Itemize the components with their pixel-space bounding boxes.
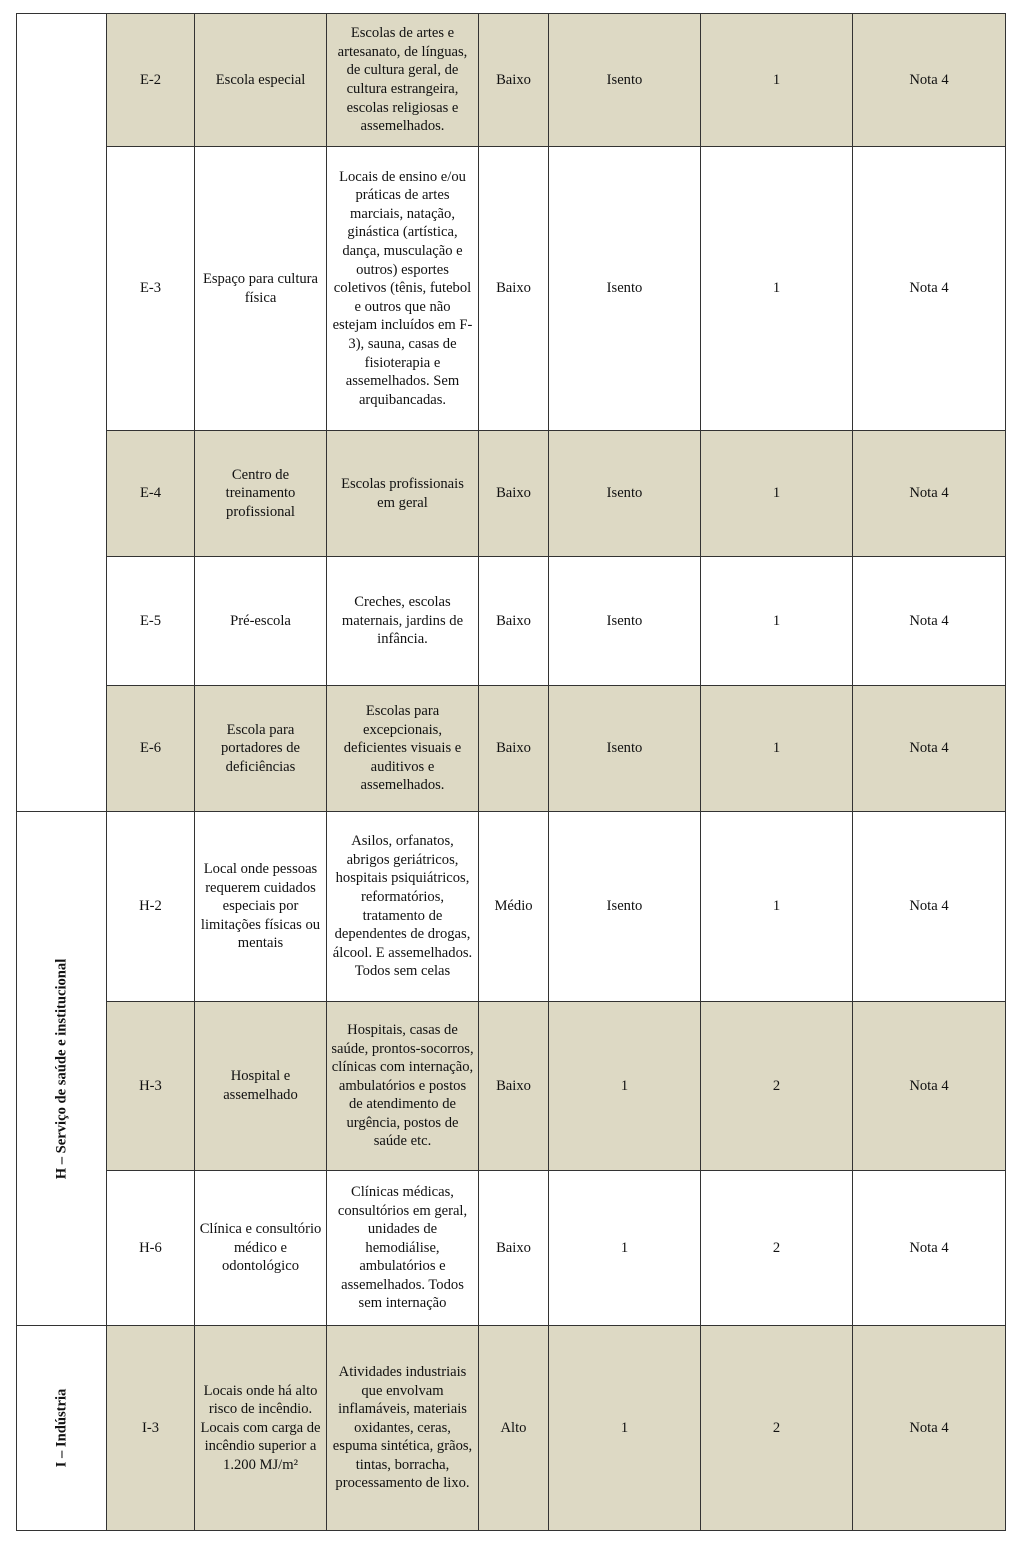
table-row (17, 1171, 1006, 1326)
code-cell: H-6 (107, 1171, 195, 1326)
description-cell: Asilos, orfanatos, abrigos geriátricos, hospitais psiquiátricos, reformatórios, tratamento de dependentes de drogas, álcool. E assemelhados. Todos sem celas (327, 812, 479, 1002)
risk-cell: Baixo (479, 557, 549, 686)
name-cell: Pré-escola (195, 557, 327, 686)
col6-cell: 2 (701, 1002, 853, 1171)
risk-cell: Baixo (479, 147, 549, 431)
code-cell: E-4 (107, 431, 195, 557)
group-label-i: I – Indústria (53, 1388, 70, 1468)
risk-cell: Baixo (479, 686, 549, 812)
name-cell: Local onde pessoas requerem cuidados especiais por limitações físicas ou mentais (195, 812, 327, 1002)
table-row (17, 557, 1006, 686)
name-cell: Clínica e consultório médico e odontológico (195, 1171, 327, 1326)
description-cell: Escolas profissionais em geral (327, 431, 479, 557)
note-cell: Nota 4 (853, 1171, 1006, 1326)
note-cell: Nota 4 (853, 431, 1006, 557)
code-cell: E-2 (107, 14, 195, 147)
group-label-h: H – Serviço de saúde e institucional (53, 958, 70, 1179)
col5-cell: 1 (549, 1326, 701, 1531)
note-cell: Nota 4 (853, 1002, 1006, 1171)
name-cell: Hospital e assemelhado (195, 1002, 327, 1171)
note-cell: Nota 4 (853, 812, 1006, 1002)
name-cell: Locais onde há alto risco de incêndio. Locais com carga de incêndio superior a 1.200 MJ/m² (195, 1326, 327, 1531)
description-cell: Escolas para excepcionais, deficientes visuais e auditivos e assemelhados. (327, 686, 479, 812)
description-cell: Creches, escolas maternais, jardins de infância. (327, 557, 479, 686)
risk-cell: Médio (479, 812, 549, 1002)
col6-cell: 2 (701, 1171, 853, 1326)
risk-cell: Baixo (479, 431, 549, 557)
code-cell: H-2 (107, 812, 195, 1002)
name-cell: Espaço para cultura física (195, 147, 327, 431)
risk-cell: Baixo (479, 1171, 549, 1326)
risk-cell: Alto (479, 1326, 549, 1531)
col5-cell: Isento (549, 147, 701, 431)
col6-cell: 1 (701, 431, 853, 557)
table-row (17, 147, 1006, 431)
col6-cell: 1 (701, 14, 853, 147)
col6-cell: 1 (701, 812, 853, 1002)
table-row (17, 14, 1006, 147)
description-cell: Locais de ensino e/ou práticas de artes marciais, natação, ginástica (artística, dança, musculação e outros) esportes coletivos (tênis, futebol e outros que não estejam incluídos em F-3), sauna, casas de fisioterapia e assemelhados. Sem arquibancadas. (327, 147, 479, 431)
name-cell: Escola para portadores de deficiências (195, 686, 327, 812)
table-row (17, 431, 1006, 557)
col6-cell: 1 (701, 686, 853, 812)
description-cell: Escolas de artes e artesanato, de línguas, de cultura geral, de cultura estrangeira, escolas religiosas e assemelhados. (327, 14, 479, 147)
col5-cell: 1 (549, 1171, 701, 1326)
table-row (17, 812, 1006, 1002)
col5-cell: 1 (549, 1002, 701, 1171)
risk-cell: Baixo (479, 1002, 549, 1171)
col5-cell: Isento (549, 812, 701, 1002)
code-cell: E-3 (107, 147, 195, 431)
col6-cell: 2 (701, 1326, 853, 1531)
group-cell-h (17, 812, 107, 1326)
group-cell-i (17, 1326, 107, 1531)
name-cell: Escola especial (195, 14, 327, 147)
col5-cell: Isento (549, 431, 701, 557)
note-cell: Nota 4 (853, 1326, 1006, 1531)
table-row (17, 686, 1006, 812)
description-cell: Hospitais, casas de saúde, prontos-socorros, clínicas com internação, ambulatórios e postos de atendimento de urgência, postos de saúde etc. (327, 1002, 479, 1171)
col5-cell: Isento (549, 14, 701, 147)
occupancy-classification-table (16, 13, 1006, 1531)
note-cell: Nota 4 (853, 14, 1006, 147)
code-cell: I-3 (107, 1326, 195, 1531)
table-row (17, 1002, 1006, 1171)
table-row (17, 1326, 1006, 1531)
col6-cell: 1 (701, 557, 853, 686)
note-cell: Nota 4 (853, 147, 1006, 431)
group-cell-e (17, 14, 107, 812)
col5-cell: Isento (549, 686, 701, 812)
col5-cell: Isento (549, 557, 701, 686)
risk-cell: Baixo (479, 14, 549, 147)
code-cell: E-6 (107, 686, 195, 812)
name-cell: Centro de treinamento profissional (195, 431, 327, 557)
description-cell: Clínicas médicas, consultórios em geral, unidades de hemodiálise, ambulatórios e assemelhados. Todos sem internação (327, 1171, 479, 1326)
note-cell: Nota 4 (853, 557, 1006, 686)
description-cell: Atividades industriais que envolvam inflamáveis, materiais oxidantes, ceras, espuma sintética, grãos, tintas, borracha, processamento de lixo. (327, 1326, 479, 1531)
code-cell: E-5 (107, 557, 195, 686)
col6-cell: 1 (701, 147, 853, 431)
note-cell: Nota 4 (853, 686, 1006, 812)
code-cell: H-3 (107, 1002, 195, 1171)
